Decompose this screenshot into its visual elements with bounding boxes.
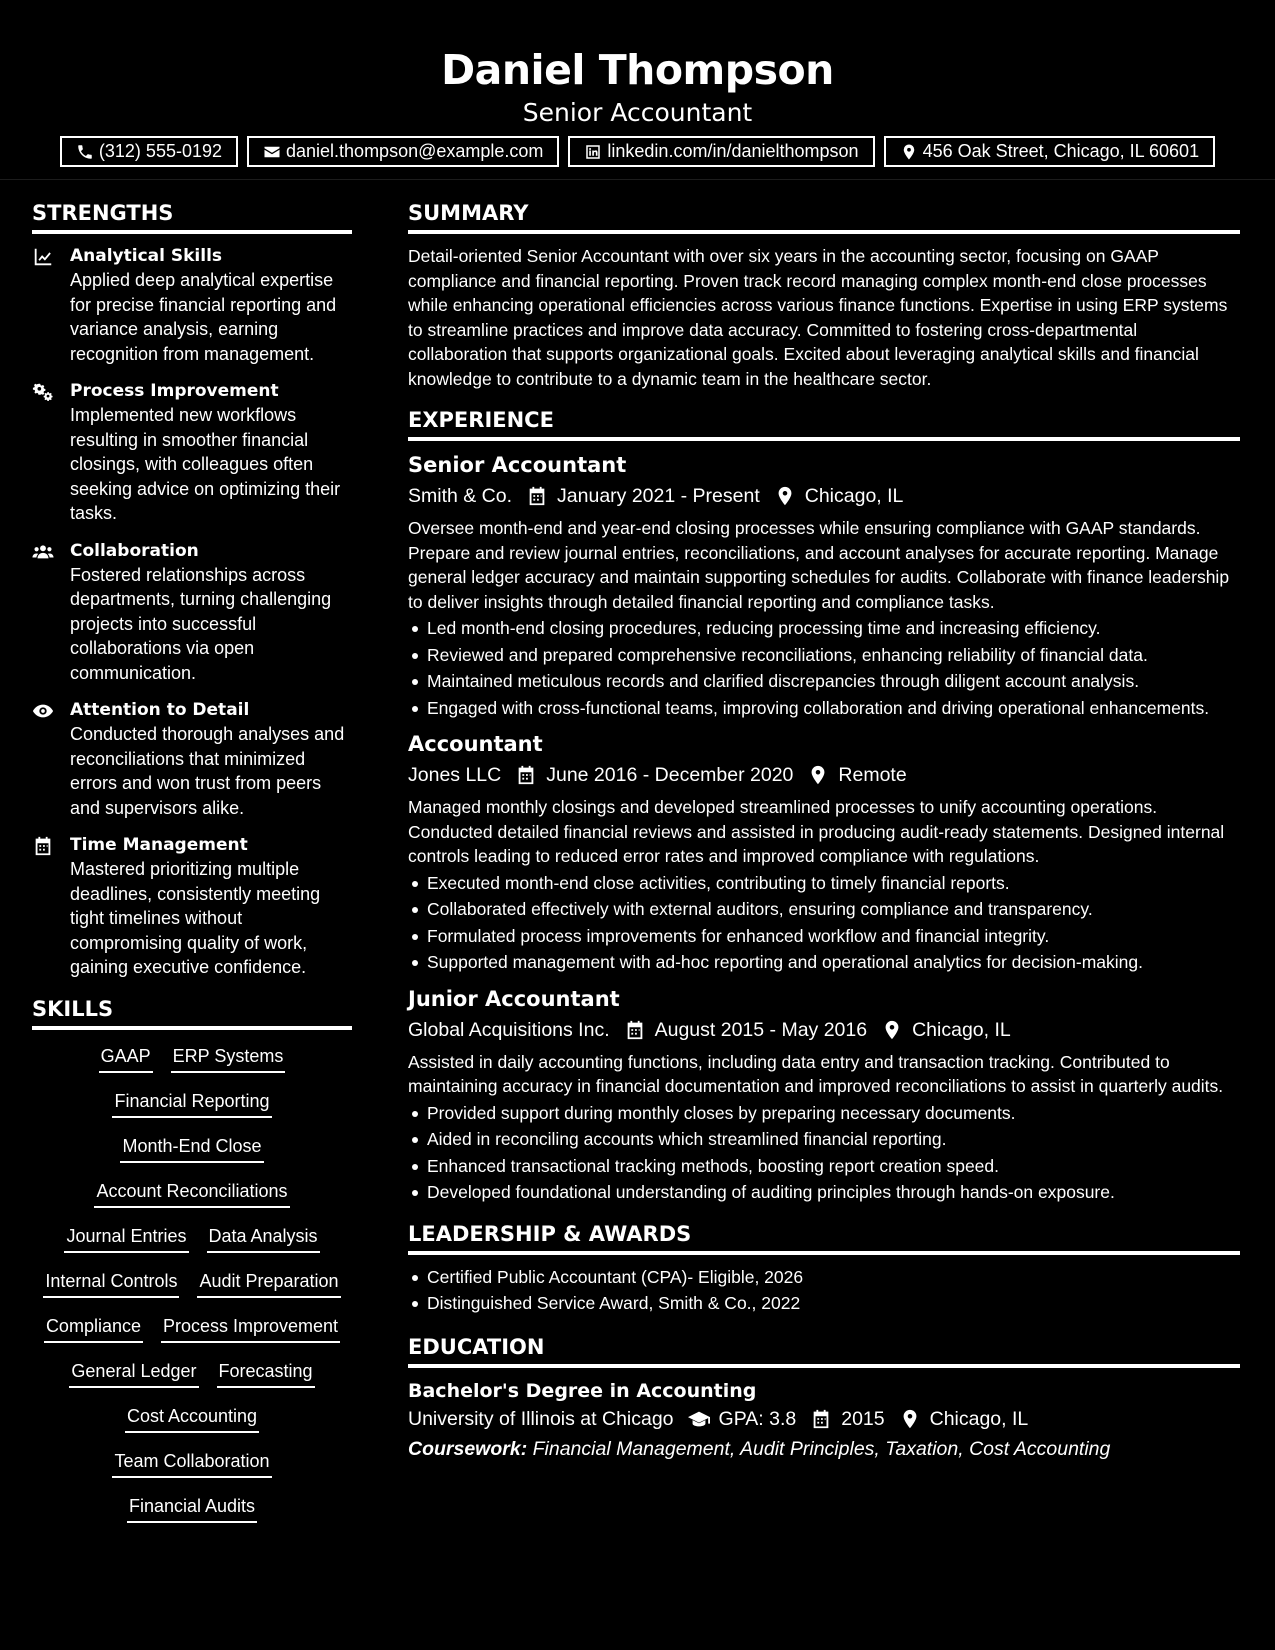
strength-desc: Mastered prioritizing multiple deadlines, consistently meeting tight timelines without compromising quality of work, gaining executive confidence. bbox=[70, 859, 321, 977]
education-meta bbox=[408, 1405, 1240, 1433]
eye-icon bbox=[32, 700, 54, 722]
calendar-icon bbox=[32, 835, 54, 857]
calendar-icon bbox=[515, 764, 537, 786]
company-name: Global Acquisitions Inc. bbox=[408, 1018, 610, 1041]
gpa-text: GPA: 3.8 bbox=[718, 1407, 797, 1430]
skills-row bbox=[32, 1269, 352, 1314]
calendar-icon bbox=[526, 485, 548, 507]
skill-tag: Cost Accounting bbox=[125, 1404, 259, 1433]
skill-tag: GAAP bbox=[99, 1044, 153, 1073]
job-description: Oversee month-end and year-end closing processes while ensuring compliance with GAAP standards. Prepare and review journal entries, reconciliations, and account analyses for accurate reporting. Manage general ledger accuracy and maintain supporting schedules for audits. Collaborate with finance leadership to deliver insights through detailed financial reporting and compliance tasks. bbox=[408, 518, 1230, 612]
skills-row bbox=[32, 1044, 352, 1089]
strengths-list bbox=[32, 244, 352, 980]
education-location: Chicago, IL bbox=[929, 1407, 1029, 1430]
strength-desc: Fostered relationships across departments, turning challenging projects into successful collaborations via open communication. bbox=[70, 564, 332, 683]
job-bullets bbox=[408, 1101, 1240, 1205]
map-pin-icon bbox=[774, 485, 796, 507]
job-entry bbox=[408, 451, 1240, 720]
awards-heading: LEADERSHIP & AWARDS bbox=[408, 1219, 1240, 1255]
chart-line-icon bbox=[32, 246, 54, 268]
skill-tag: Forecasting bbox=[217, 1359, 315, 1388]
candidate-title: Senior Accountant bbox=[522, 98, 753, 127]
strength-item bbox=[32, 698, 352, 820]
job-dates: August 2015 - May 2016 bbox=[654, 1018, 868, 1041]
job-location: Remote bbox=[838, 764, 907, 786]
phone-icon bbox=[76, 143, 94, 161]
job-entry bbox=[408, 730, 1240, 975]
map-pin-icon bbox=[881, 1019, 903, 1041]
strength-item bbox=[32, 244, 352, 366]
contact-address[interactable] bbox=[884, 136, 1216, 167]
experience-list bbox=[408, 451, 1240, 1205]
envelope-icon bbox=[263, 143, 281, 161]
strength-name: Collaboration bbox=[70, 540, 199, 561]
right-column bbox=[408, 198, 1240, 1463]
address-text: 456 Oak Street, Chicago, IL 60601 bbox=[922, 141, 1200, 161]
list-item: Aided in reconciling accounts which streamlined financial reporting. bbox=[408, 1127, 1240, 1152]
graduation-cap-icon bbox=[688, 1408, 710, 1430]
awards-list bbox=[408, 1265, 1240, 1316]
skills-row bbox=[32, 1179, 352, 1224]
calendar-icon bbox=[810, 1408, 832, 1430]
skill-tag: Financial Audits bbox=[127, 1494, 257, 1523]
skill-tag: Compliance bbox=[44, 1314, 143, 1343]
list-item: Enhanced transactional tracking methods, boosting report creation speed. bbox=[408, 1154, 1240, 1179]
job-title: Senior Accountant bbox=[408, 453, 627, 477]
job-bullets bbox=[408, 871, 1240, 975]
job-meta bbox=[408, 761, 1240, 789]
job-dates: January 2021 - Present bbox=[557, 485, 760, 507]
skills-row bbox=[32, 1359, 352, 1404]
gears-icon bbox=[32, 381, 54, 403]
skill-tag: General Ledger bbox=[69, 1359, 198, 1388]
contact-phone[interactable] bbox=[60, 136, 238, 167]
list-item: Maintained meticulous records and clarified discrepancies through diligent account analysis. bbox=[408, 669, 1240, 694]
strengths-heading: STRENGTHS bbox=[32, 198, 352, 234]
skills-heading: SKILLS bbox=[32, 994, 352, 1030]
list-item: Formulated process improvements for enhanced workflow and financial integrity. bbox=[408, 924, 1240, 949]
map-pin-icon bbox=[900, 143, 918, 161]
candidate-name: Daniel Thompson bbox=[441, 46, 834, 94]
strength-name: Process Improvement bbox=[70, 381, 279, 401]
linkedin-text: linkedin.com/in/danielthompson bbox=[607, 141, 859, 161]
resume-header bbox=[0, 0, 1275, 180]
degree-name: Bachelor's Degree in Accounting bbox=[408, 1379, 757, 1402]
coursework bbox=[408, 1435, 1240, 1463]
job-location: Chicago, IL bbox=[912, 1018, 1011, 1041]
coursework-text: Financial Management, Audit Principles, Taxation, Cost Accounting bbox=[532, 1437, 1111, 1460]
phone-text: (312) 555-0192 bbox=[98, 141, 222, 161]
skill-tag: ERP Systems bbox=[171, 1044, 286, 1073]
map-pin-icon bbox=[807, 764, 829, 786]
job-entry bbox=[408, 985, 1240, 1205]
skill-tag: Process Improvement bbox=[161, 1314, 340, 1343]
job-dates: June 2016 - December 2020 bbox=[546, 764, 794, 786]
strength-desc: Conducted thorough analyses and reconciliations that minimized errors and won trust from peers and supervisors alike. bbox=[70, 724, 345, 818]
contact-email[interactable] bbox=[247, 136, 559, 167]
job-location: Chicago, IL bbox=[804, 485, 904, 507]
company-name: Smith & Co. bbox=[408, 485, 513, 507]
skill-tag: Journal Entries bbox=[64, 1224, 188, 1253]
linkedin-icon bbox=[584, 143, 602, 161]
skills-row bbox=[32, 1449, 352, 1494]
email-text: daniel.thompson@example.com bbox=[286, 141, 544, 161]
strength-name: Attention to Detail bbox=[70, 700, 250, 720]
education-entry bbox=[408, 1378, 1240, 1463]
award-item: Distinguished Service Award, Smith & Co., 2022 bbox=[408, 1291, 1240, 1316]
skill-tag: Account Reconciliations bbox=[94, 1179, 289, 1208]
left-column bbox=[32, 198, 352, 1539]
skill-tag: Month-End Close bbox=[120, 1134, 263, 1163]
skills-list bbox=[32, 1044, 352, 1539]
job-bullets bbox=[408, 616, 1240, 720]
list-item: Collaborated effectively with external auditors, ensuring compliance and transparency. bbox=[408, 897, 1240, 922]
skills-row bbox=[32, 1404, 352, 1449]
skills-row bbox=[32, 1494, 352, 1539]
contact-linkedin[interactable] bbox=[568, 136, 874, 167]
strength-desc: Implemented new workflows resulting in smoother financial closings, with colleagues often seeking advice on optimizing their tasks. bbox=[70, 405, 341, 523]
list-item: Developed foundational understanding of auditing principles through hands-on exposure. bbox=[408, 1180, 1240, 1205]
job-description: Managed monthly closings and developed streamlined processes to unify accounting operations. Conducted detailed financial reviews and assisted in producing audit-ready statements. Designed internal controls leading to reduced error rates and improved compliance with regulations. bbox=[408, 797, 1225, 866]
experience-heading: EXPERIENCE bbox=[408, 405, 1240, 441]
skill-tag: Data Analysis bbox=[207, 1224, 320, 1253]
skills-row bbox=[32, 1089, 352, 1134]
map-pin-icon bbox=[899, 1408, 921, 1430]
job-description: Assisted in daily accounting functions, including data entry and transaction tracking. Contributed to maintaining accuracy in financial documentation and improved reconciliations to assist in quarterly audits. bbox=[408, 1051, 1224, 1096]
strength-name: Analytical Skills bbox=[70, 246, 223, 266]
list-item: Led month-end closing procedures, reducing processing time and increasing efficiency. bbox=[408, 616, 1240, 641]
skill-tag: Audit Preparation bbox=[197, 1269, 340, 1298]
list-item: Supported management with ad-hoc reporting and operational analytics for decision-making. bbox=[408, 950, 1240, 975]
skills-row bbox=[32, 1224, 352, 1269]
education-heading: EDUCATION bbox=[408, 1332, 1240, 1368]
list-item: Engaged with cross-functional teams, improving collaboration and driving operational enhancements. bbox=[408, 696, 1240, 721]
contact-bar bbox=[0, 136, 1275, 167]
award-item: Certified Public Accountant (CPA)- Eligible, 2026 bbox=[408, 1265, 1240, 1290]
users-icon bbox=[32, 541, 54, 563]
coursework-label: Coursework: bbox=[408, 1437, 528, 1460]
summary-heading: SUMMARY bbox=[408, 198, 1240, 234]
strength-name: Time Management bbox=[70, 835, 248, 855]
job-meta bbox=[408, 482, 1240, 510]
calendar-icon bbox=[624, 1019, 646, 1041]
grad-year: 2015 bbox=[841, 1407, 885, 1430]
summary-text: Detail-oriented Senior Accountant with over six years in the accounting sector, focusing on GAAP compliance and financial reporting. Proven track record managing complex month-end close processes while enhancing operational efficiencies across various finance functions. Expertise in using ERP systems to streamline practices and improve data accuracy. Committed to fostering cross-departmental collaboration that supports organizational goals. Excited about leveraging analytical skills and financial knowledge to contribute to a dynamic team in the healthcare sector. bbox=[408, 246, 1228, 389]
strength-item bbox=[32, 379, 352, 526]
job-title: Accountant bbox=[408, 732, 543, 756]
strength-item bbox=[32, 833, 352, 980]
strength-desc: Applied deep analytical expertise for precise financial reporting and variance analysis, earning recognition from management. bbox=[70, 270, 337, 364]
skill-tag: Financial Reporting bbox=[112, 1089, 271, 1118]
school-name: University of Illinois at Chicago bbox=[408, 1407, 674, 1430]
skill-tag: Team Collaboration bbox=[112, 1449, 271, 1478]
skills-row bbox=[32, 1314, 352, 1359]
company-name: Jones LLC bbox=[408, 764, 502, 786]
list-item: Executed month-end close activities, contributing to timely financial reports. bbox=[408, 871, 1240, 896]
list-item: Reviewed and prepared comprehensive reconciliations, enhancing reliability of financial data. bbox=[408, 643, 1240, 668]
list-item: Provided support during monthly closes by preparing necessary documents. bbox=[408, 1101, 1240, 1126]
job-title: Junior Accountant bbox=[408, 986, 620, 1011]
skills-row bbox=[32, 1134, 352, 1179]
skill-tag: Internal Controls bbox=[43, 1269, 179, 1298]
job-meta bbox=[408, 1016, 1240, 1044]
strength-item bbox=[32, 539, 352, 686]
